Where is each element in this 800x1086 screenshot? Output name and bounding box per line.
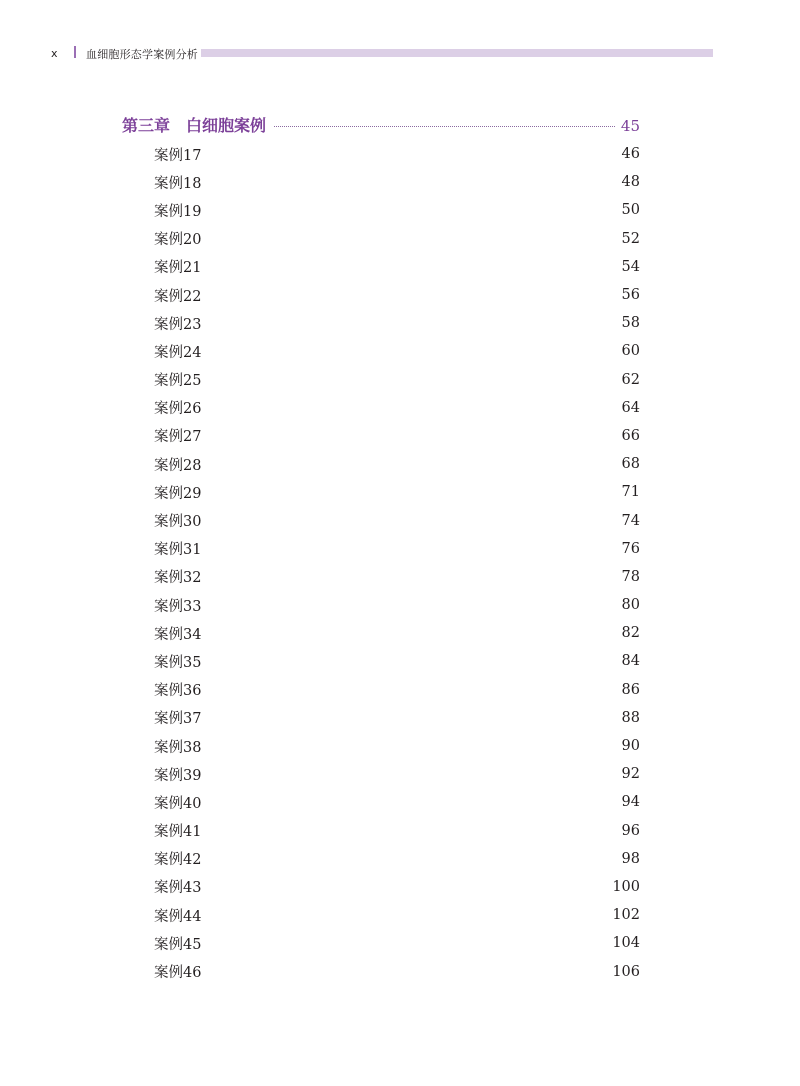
toc-entry[interactable]: [154, 225, 640, 253]
toc-entry-label: 案例20: [154, 232, 202, 249]
toc-entry-page: 104: [612, 935, 640, 952]
toc-entry-label: 案例45: [154, 936, 202, 953]
toc-entry-page: 76: [621, 540, 640, 557]
toc-entry-label: 案例27: [154, 429, 202, 446]
toc-entry[interactable]: [154, 535, 640, 563]
toc-entry-page: 68: [621, 456, 640, 473]
toc-entry-page: 80: [621, 597, 640, 614]
header-decorative-bar: [201, 49, 713, 57]
toc-entry[interactable]: [154, 140, 640, 168]
toc-entry-label: 案例19: [154, 203, 202, 220]
toc-entry[interactable]: [154, 929, 640, 957]
toc-entry-page: 92: [621, 766, 640, 783]
toc-entry-label: 案例39: [154, 767, 202, 784]
toc-entry-page: 74: [621, 512, 640, 529]
toc-entry-page: 71: [621, 484, 640, 501]
toc-entry-page: 96: [621, 822, 640, 839]
toc-entry-page: 64: [621, 399, 640, 416]
toc-entry-label: 案例43: [154, 880, 202, 897]
toc-entry-page: 54: [621, 258, 640, 275]
toc-entry-page: 50: [621, 202, 640, 219]
toc-entry-label: 案例41: [154, 824, 202, 841]
toc-entry[interactable]: [154, 394, 640, 422]
toc-entry-label: 案例38: [154, 739, 202, 756]
toc-entry-page: 84: [621, 653, 640, 670]
toc-entry-page: 100: [612, 878, 640, 895]
toc-entry[interactable]: [154, 563, 640, 591]
toc-entry[interactable]: [154, 619, 640, 647]
toc-entry-label: 案例25: [154, 373, 202, 390]
toc-entry-page: 94: [621, 794, 640, 811]
toc-entry[interactable]: [154, 281, 640, 309]
toc-entry-label: 案例44: [154, 908, 202, 925]
toc-entry[interactable]: [154, 760, 640, 788]
toc-entry-page: 78: [621, 568, 640, 585]
toc-entry-label: 案例17: [154, 147, 202, 164]
toc-entry[interactable]: [154, 845, 640, 873]
toc-entry[interactable]: [154, 309, 640, 337]
toc-entry[interactable]: [154, 591, 640, 619]
toc-entry-page: 102: [612, 907, 640, 924]
toc-entry[interactable]: [154, 817, 640, 845]
page-header: [0, 44, 800, 64]
toc-entry-label: 案例35: [154, 654, 202, 671]
toc-entry-page: 98: [621, 850, 640, 867]
toc-entry-label: 案例46: [154, 965, 202, 982]
toc-entry[interactable]: [154, 506, 640, 534]
toc-entry-label: 案例37: [154, 711, 202, 728]
toc-entry[interactable]: [154, 168, 640, 196]
toc-entry-page: 46: [621, 146, 640, 163]
toc-entry[interactable]: [154, 478, 640, 506]
toc-entry-page: 48: [621, 174, 640, 191]
toc-entry-page: 62: [621, 371, 640, 388]
toc-entry-label: 案例31: [154, 542, 202, 559]
toc-entry[interactable]: [154, 676, 640, 704]
toc-entry[interactable]: [154, 422, 640, 450]
toc-entry[interactable]: [154, 704, 640, 732]
toc-entry-label: 案例29: [154, 485, 202, 502]
toc-entry-label: 案例22: [154, 288, 202, 305]
toc-entry-label: 案例32: [154, 570, 202, 587]
toc-entry-page: 66: [621, 427, 640, 444]
toc-entry-label: 案例28: [154, 457, 202, 474]
toc-entry-page: 56: [621, 287, 640, 304]
toc-entry-label: 案例23: [154, 316, 202, 333]
dot-leader: [274, 126, 615, 127]
toc-entry-label: 案例42: [154, 852, 202, 869]
toc-entry-label: 案例34: [154, 626, 202, 643]
toc-entry[interactable]: [154, 196, 640, 224]
toc-entry[interactable]: [154, 366, 640, 394]
toc-entry-label: 案例26: [154, 401, 202, 418]
chapter-title: 第三章 白细胞案例: [122, 116, 267, 135]
header-divider: [74, 46, 76, 58]
toc-entry-label: 案例24: [154, 344, 202, 361]
running-title: 血细胞形态学案例分析: [86, 48, 198, 61]
toc-entry[interactable]: [154, 337, 640, 365]
toc-entry[interactable]: [154, 647, 640, 675]
toc-entry-page: 106: [612, 963, 640, 980]
toc-chapter-entry[interactable]: [122, 113, 640, 133]
toc-entry-label: 案例33: [154, 598, 202, 615]
toc-entry-page: 58: [621, 315, 640, 332]
toc-entry[interactable]: [154, 253, 640, 281]
chapter-page-number: 45: [620, 117, 640, 135]
toc-entry-page: 86: [621, 681, 640, 698]
toc-entry-page: 90: [621, 738, 640, 755]
toc-entry[interactable]: [154, 957, 640, 985]
toc-entry[interactable]: [154, 901, 640, 929]
toc-entry-label: 案例18: [154, 175, 202, 192]
toc-entry-list: [154, 140, 640, 986]
toc-entry-page: 52: [621, 230, 640, 247]
toc-entry-label: 案例21: [154, 260, 202, 277]
page-number: x: [51, 47, 58, 60]
toc-entry[interactable]: [154, 450, 640, 478]
toc-entry[interactable]: [154, 788, 640, 816]
toc-entry[interactable]: [154, 732, 640, 760]
toc-entry[interactable]: [154, 873, 640, 901]
toc-entry-label: 案例30: [154, 514, 202, 531]
toc-entry-page: 88: [621, 709, 640, 726]
toc-entry-page: 82: [621, 625, 640, 642]
toc-entry-label: 案例40: [154, 795, 202, 812]
toc-entry-label: 案例36: [154, 683, 202, 700]
toc-entry-page: 60: [621, 343, 640, 360]
